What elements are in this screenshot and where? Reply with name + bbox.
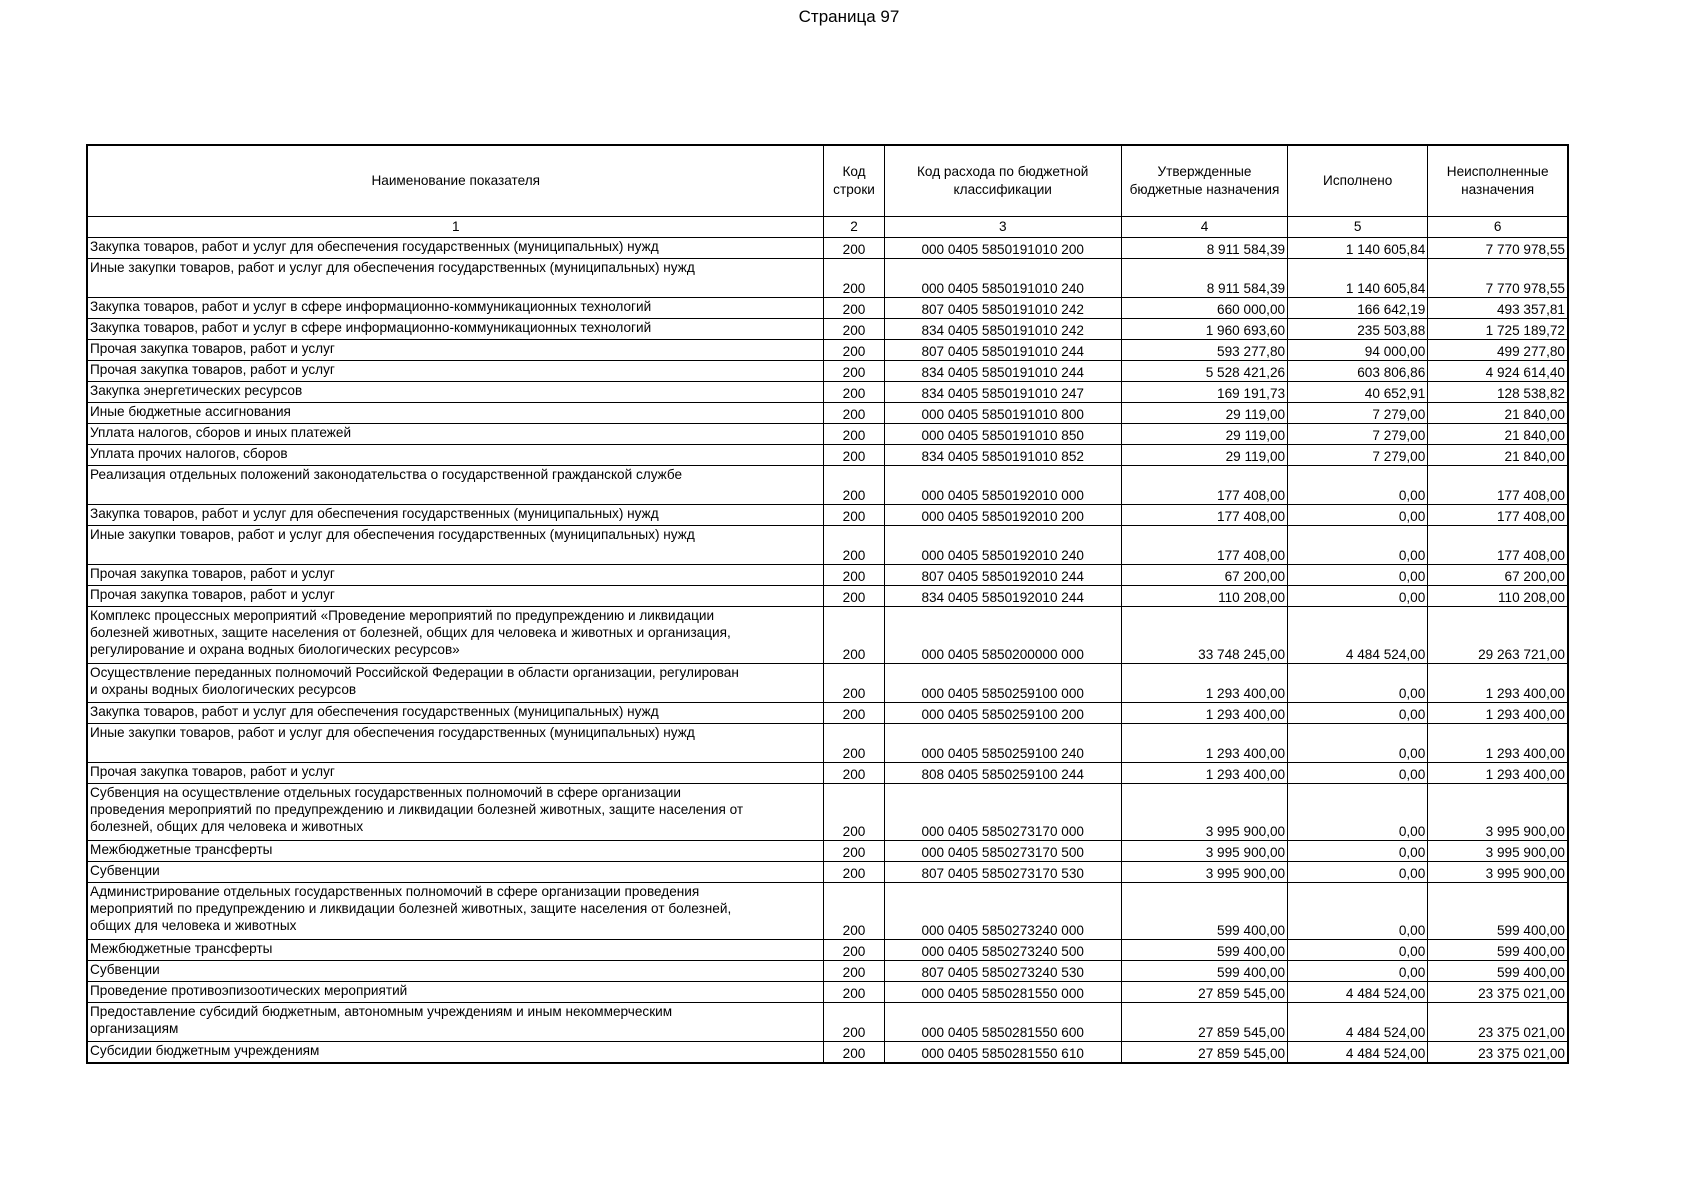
table-row xyxy=(87,1003,1568,1042)
executed-amount-cell: 0,00 xyxy=(1288,841,1428,862)
table-row xyxy=(87,883,1568,940)
expense-code-cell: 000 0405 5850281550 000 xyxy=(884,982,1121,1003)
table-row xyxy=(87,445,1568,466)
table-row xyxy=(87,1042,1568,1064)
table-row xyxy=(87,586,1568,607)
approved-amount-cell: 3 995 900,00 xyxy=(1121,862,1287,883)
executed-amount-cell: 0,00 xyxy=(1288,961,1428,982)
table-row xyxy=(87,526,1568,565)
row-code-cell: 200 xyxy=(824,763,884,784)
budget-expense-table xyxy=(86,144,1569,1064)
row-name-cell: Проведение противоэпизоотических мероприятий xyxy=(87,982,824,1003)
header-indicator-name: Наименование показателя xyxy=(87,145,824,217)
expense-code-cell: 834 0405 5850191010 242 xyxy=(884,319,1121,340)
expense-code-cell: 000 0405 5850273240 500 xyxy=(884,940,1121,961)
approved-amount-cell: 27 859 545,00 xyxy=(1121,1042,1287,1064)
row-name-cell: Закупка товаров, работ и услуг для обеспечения государственных (муниципальных) нужд xyxy=(87,238,824,259)
row-code-cell: 200 xyxy=(824,982,884,1003)
expense-code-cell: 000 0405 5850191010 850 xyxy=(884,424,1121,445)
row-code-cell: 200 xyxy=(824,526,884,565)
expense-code-cell: 000 0405 5850259100 200 xyxy=(884,703,1121,724)
table-row xyxy=(87,940,1568,961)
unexecuted-amount-cell: 177 408,00 xyxy=(1428,526,1568,565)
approved-amount-cell: 599 400,00 xyxy=(1121,883,1287,940)
executed-amount-cell: 0,00 xyxy=(1288,526,1428,565)
row-name-cell: Прочая закупка товаров, работ и услуг xyxy=(87,763,824,784)
approved-amount-cell: 660 000,00 xyxy=(1121,298,1287,319)
executed-amount-cell: 7 279,00 xyxy=(1288,445,1428,466)
executed-amount-cell: 0,00 xyxy=(1288,784,1428,841)
row-code-cell: 200 xyxy=(824,259,884,298)
unexecuted-amount-cell: 599 400,00 xyxy=(1428,961,1568,982)
expense-code-cell: 000 0405 5850281550 600 xyxy=(884,1003,1121,1042)
table-row xyxy=(87,259,1568,298)
row-name-cell: Администрирование отдельных государственных полномочий в сфере организации проведения мероприятий по предупреждению и ликвидации болезней животных, защите населения от болезней, общих для человека и животных xyxy=(87,883,824,940)
unexecuted-amount-cell: 7 770 978,55 xyxy=(1428,259,1568,298)
header-unexecuted: Неисполненные назначения xyxy=(1428,145,1568,217)
unexecuted-amount-cell: 67 200,00 xyxy=(1428,565,1568,586)
unexecuted-amount-cell: 493 357,81 xyxy=(1428,298,1568,319)
unexecuted-amount-cell: 177 408,00 xyxy=(1428,505,1568,526)
table-row xyxy=(87,424,1568,445)
header-approved: Утвержденные бюджетные назначения xyxy=(1121,145,1287,217)
approved-amount-cell: 5 528 421,26 xyxy=(1121,361,1287,382)
row-name-cell: Уплата налогов, сборов и иных платежей xyxy=(87,424,824,445)
unexecuted-amount-cell: 21 840,00 xyxy=(1428,403,1568,424)
row-code-cell: 200 xyxy=(824,466,884,505)
row-code-cell: 200 xyxy=(824,298,884,319)
executed-amount-cell: 0,00 xyxy=(1288,586,1428,607)
approved-amount-cell: 1 293 400,00 xyxy=(1121,724,1287,763)
expense-code-cell: 000 0405 5850191010 200 xyxy=(884,238,1121,259)
row-code-cell: 200 xyxy=(824,607,884,664)
table-row xyxy=(87,382,1568,403)
approved-amount-cell: 593 277,80 xyxy=(1121,340,1287,361)
executed-amount-cell: 7 279,00 xyxy=(1288,403,1428,424)
executed-amount-cell: 0,00 xyxy=(1288,505,1428,526)
row-name-cell: Закупка товаров, работ и услуг для обеспечения государственных (муниципальных) нужд xyxy=(87,703,824,724)
executed-amount-cell: 0,00 xyxy=(1288,862,1428,883)
expense-code-cell: 807 0405 5850191010 244 xyxy=(884,340,1121,361)
table-row xyxy=(87,703,1568,724)
approved-amount-cell: 177 408,00 xyxy=(1121,466,1287,505)
column-number: 3 xyxy=(884,217,1121,238)
executed-amount-cell: 0,00 xyxy=(1288,940,1428,961)
column-number: 6 xyxy=(1428,217,1568,238)
expense-code-cell: 807 0405 5850273240 530 xyxy=(884,961,1121,982)
executed-amount-cell: 4 484 524,00 xyxy=(1288,1042,1428,1064)
row-code-cell: 200 xyxy=(824,319,884,340)
unexecuted-amount-cell: 3 995 900,00 xyxy=(1428,841,1568,862)
row-code-cell: 200 xyxy=(824,445,884,466)
expense-code-cell: 000 0405 5850191010 240 xyxy=(884,259,1121,298)
row-name-cell: Прочая закупка товаров, работ и услуг xyxy=(87,340,824,361)
row-name-cell: Иные бюджетные ассигнования xyxy=(87,403,824,424)
executed-amount-cell: 0,00 xyxy=(1288,724,1428,763)
row-code-cell: 200 xyxy=(824,724,884,763)
table-row xyxy=(87,403,1568,424)
expense-code-cell: 000 0405 5850192010 000 xyxy=(884,466,1121,505)
table-row xyxy=(87,565,1568,586)
table-row xyxy=(87,862,1568,883)
table-row xyxy=(87,607,1568,664)
row-name-cell: Закупка товаров, работ и услуг в сфере информационно-коммуникационных технологий xyxy=(87,319,824,340)
expense-code-cell: 834 0405 5850192010 244 xyxy=(884,586,1121,607)
table-row xyxy=(87,763,1568,784)
row-name-cell: Межбюджетные трансферты xyxy=(87,841,824,862)
expense-code-cell: 000 0405 5850281550 610 xyxy=(884,1042,1121,1064)
row-name-cell: Субсидии бюджетным учреждениям xyxy=(87,1042,824,1064)
row-name-cell: Закупка энергетических ресурсов xyxy=(87,382,824,403)
expense-code-cell: 000 0405 5850191010 800 xyxy=(884,403,1121,424)
table-body xyxy=(87,238,1568,1064)
approved-amount-cell: 177 408,00 xyxy=(1121,526,1287,565)
table-header xyxy=(87,145,1568,238)
approved-amount-cell: 169 191,73 xyxy=(1121,382,1287,403)
unexecuted-amount-cell: 21 840,00 xyxy=(1428,445,1568,466)
unexecuted-amount-cell: 3 995 900,00 xyxy=(1428,862,1568,883)
approved-amount-cell: 1 293 400,00 xyxy=(1121,664,1287,703)
row-code-cell: 200 xyxy=(824,1003,884,1042)
unexecuted-amount-cell: 1 725 189,72 xyxy=(1428,319,1568,340)
unexecuted-amount-cell: 499 277,80 xyxy=(1428,340,1568,361)
approved-amount-cell: 177 408,00 xyxy=(1121,505,1287,526)
unexecuted-amount-cell: 110 208,00 xyxy=(1428,586,1568,607)
page-title: Страница 97 xyxy=(798,7,900,26)
expense-code-cell: 834 0405 5850191010 852 xyxy=(884,445,1121,466)
row-code-cell: 200 xyxy=(824,424,884,445)
approved-amount-cell: 1 293 400,00 xyxy=(1121,703,1287,724)
executed-amount-cell: 235 503,88 xyxy=(1288,319,1428,340)
executed-amount-cell: 0,00 xyxy=(1288,565,1428,586)
row-name-cell: Иные закупки товаров, работ и услуг для обеспечения государственных (муниципальных) нужд xyxy=(87,259,824,298)
executed-amount-cell: 0,00 xyxy=(1288,763,1428,784)
row-name-cell: Субвенции xyxy=(87,862,824,883)
unexecuted-amount-cell: 1 293 400,00 xyxy=(1428,703,1568,724)
expense-code-cell: 000 0405 5850192010 200 xyxy=(884,505,1121,526)
unexecuted-amount-cell: 128 538,82 xyxy=(1428,382,1568,403)
header-row-code: Код строки xyxy=(824,145,884,217)
row-code-cell: 200 xyxy=(824,565,884,586)
row-name-cell: Иные закупки товаров, работ и услуг для обеспечения государственных (муниципальных) нужд xyxy=(87,724,824,763)
row-code-cell: 200 xyxy=(824,505,884,526)
table-row xyxy=(87,784,1568,841)
approved-amount-cell: 3 995 900,00 xyxy=(1121,841,1287,862)
expense-code-cell: 834 0405 5850191010 247 xyxy=(884,382,1121,403)
row-code-cell: 200 xyxy=(824,883,884,940)
table-row xyxy=(87,298,1568,319)
row-name-cell: Закупка товаров, работ и услуг в сфере информационно-коммуникационных технологий xyxy=(87,298,824,319)
unexecuted-amount-cell: 23 375 021,00 xyxy=(1428,1003,1568,1042)
row-name-cell: Реализация отдельных положений законодательства о государственной гражданской службе xyxy=(87,466,824,505)
executed-amount-cell: 94 000,00 xyxy=(1288,340,1428,361)
executed-amount-cell: 0,00 xyxy=(1288,703,1428,724)
row-name-cell: Прочая закупка товаров, работ и услуг xyxy=(87,565,824,586)
row-code-cell: 200 xyxy=(824,862,884,883)
unexecuted-amount-cell: 3 995 900,00 xyxy=(1428,784,1568,841)
row-name-cell: Субвенции xyxy=(87,961,824,982)
executed-amount-cell: 166 642,19 xyxy=(1288,298,1428,319)
table-row xyxy=(87,319,1568,340)
approved-amount-cell: 3 995 900,00 xyxy=(1121,784,1287,841)
executed-amount-cell: 1 140 605,84 xyxy=(1288,259,1428,298)
table-row xyxy=(87,466,1568,505)
executed-amount-cell: 0,00 xyxy=(1288,664,1428,703)
table-row xyxy=(87,664,1568,703)
row-code-cell: 200 xyxy=(824,961,884,982)
expense-code-cell: 000 0405 5850259100 000 xyxy=(884,664,1121,703)
expense-code-cell: 807 0405 5850191010 242 xyxy=(884,298,1121,319)
expense-code-cell: 000 0405 5850200000 000 xyxy=(884,607,1121,664)
row-code-cell: 200 xyxy=(824,586,884,607)
approved-amount-cell: 110 208,00 xyxy=(1121,586,1287,607)
row-name-cell: Уплата прочих налогов, сборов xyxy=(87,445,824,466)
unexecuted-amount-cell: 23 375 021,00 xyxy=(1428,982,1568,1003)
table-row xyxy=(87,982,1568,1003)
approved-amount-cell: 29 119,00 xyxy=(1121,403,1287,424)
approved-amount-cell: 8 911 584,39 xyxy=(1121,238,1287,259)
approved-amount-cell: 8 911 584,39 xyxy=(1121,259,1287,298)
row-name-cell: Субвенция на осуществление отдельных государственных полномочий в сфере организации проведения мероприятий по предупреждению и ликвидации болезней животных, защите населения от болезней, общих для человека и животных xyxy=(87,784,824,841)
unexecuted-amount-cell: 4 924 614,40 xyxy=(1428,361,1568,382)
unexecuted-amount-cell: 1 293 400,00 xyxy=(1428,763,1568,784)
executed-amount-cell: 4 484 524,00 xyxy=(1288,1003,1428,1042)
executed-amount-cell: 0,00 xyxy=(1288,466,1428,505)
approved-amount-cell: 599 400,00 xyxy=(1121,961,1287,982)
row-name-cell: Межбюджетные трансферты xyxy=(87,940,824,961)
column-number: 4 xyxy=(1121,217,1287,238)
unexecuted-amount-cell: 599 400,00 xyxy=(1428,940,1568,961)
unexecuted-amount-cell: 599 400,00 xyxy=(1428,883,1568,940)
table-row xyxy=(87,724,1568,763)
expense-code-cell: 807 0405 5850192010 244 xyxy=(884,565,1121,586)
row-code-cell: 200 xyxy=(824,1042,884,1064)
unexecuted-amount-cell: 23 375 021,00 xyxy=(1428,1042,1568,1064)
header-expense-code: Код расхода по бюджетной классификации xyxy=(884,145,1121,217)
executed-amount-cell: 1 140 605,84 xyxy=(1288,238,1428,259)
approved-amount-cell: 29 119,00 xyxy=(1121,424,1287,445)
unexecuted-amount-cell: 1 293 400,00 xyxy=(1428,724,1568,763)
column-number: 2 xyxy=(824,217,884,238)
table-row xyxy=(87,361,1568,382)
approved-amount-cell: 599 400,00 xyxy=(1121,940,1287,961)
row-name-cell: Закупка товаров, работ и услуг для обеспечения государственных (муниципальных) нужд xyxy=(87,505,824,526)
approved-amount-cell: 1 960 693,60 xyxy=(1121,319,1287,340)
row-name-cell: Комплекс процессных мероприятий «Проведение мероприятий по предупреждению и ликвидации болезней животных, защите населения от болезней, общих для человека и животных и организация, регулирование и охрана водных биологических ресурсов» xyxy=(87,607,824,664)
row-code-cell: 200 xyxy=(824,340,884,361)
unexecuted-amount-cell: 177 408,00 xyxy=(1428,466,1568,505)
row-name-cell: Осуществление переданных полномочий Российской Федерации в области организации, регулирован и охраны водных биологических ресурсов xyxy=(87,664,824,703)
row-name-cell: Прочая закупка товаров, работ и услуг xyxy=(87,586,824,607)
expense-code-cell: 808 0405 5850259100 244 xyxy=(884,763,1121,784)
executed-amount-cell: 0,00 xyxy=(1288,883,1428,940)
executed-amount-cell: 4 484 524,00 xyxy=(1288,982,1428,1003)
row-name-cell: Иные закупки товаров, работ и услуг для обеспечения государственных (муниципальных) нужд xyxy=(87,526,824,565)
unexecuted-amount-cell: 21 840,00 xyxy=(1428,424,1568,445)
row-code-cell: 200 xyxy=(824,784,884,841)
row-code-cell: 200 xyxy=(824,238,884,259)
executed-amount-cell: 4 484 524,00 xyxy=(1288,607,1428,664)
table-row xyxy=(87,340,1568,361)
table-row xyxy=(87,505,1568,526)
approved-amount-cell: 67 200,00 xyxy=(1121,565,1287,586)
unexecuted-amount-cell: 29 263 721,00 xyxy=(1428,607,1568,664)
expense-code-cell: 807 0405 5850273170 530 xyxy=(884,862,1121,883)
approved-amount-cell: 27 859 545,00 xyxy=(1121,982,1287,1003)
row-code-cell: 200 xyxy=(824,361,884,382)
expense-code-cell: 000 0405 5850273170 000 xyxy=(884,784,1121,841)
row-code-cell: 200 xyxy=(824,703,884,724)
executed-amount-cell: 40 652,91 xyxy=(1288,382,1428,403)
row-name-cell: Предоставление субсидий бюджетным, автономным учреждениям и иным некоммерческим организациям xyxy=(87,1003,824,1042)
approved-amount-cell: 33 748 245,00 xyxy=(1121,607,1287,664)
table-row xyxy=(87,961,1568,982)
table-row xyxy=(87,238,1568,259)
expense-code-cell: 000 0405 5850273240 000 xyxy=(884,883,1121,940)
row-code-cell: 200 xyxy=(824,841,884,862)
expense-code-cell: 834 0405 5850191010 244 xyxy=(884,361,1121,382)
expense-code-cell: 000 0405 5850192010 240 xyxy=(884,526,1121,565)
expense-code-cell: 000 0405 5850273170 500 xyxy=(884,841,1121,862)
executed-amount-cell: 603 806,86 xyxy=(1288,361,1428,382)
approved-amount-cell: 27 859 545,00 xyxy=(1121,1003,1287,1042)
unexecuted-amount-cell: 1 293 400,00 xyxy=(1428,664,1568,703)
executed-amount-cell: 7 279,00 xyxy=(1288,424,1428,445)
approved-amount-cell: 29 119,00 xyxy=(1121,445,1287,466)
column-number: 1 xyxy=(87,217,824,238)
row-code-cell: 200 xyxy=(824,940,884,961)
row-name-cell: Прочая закупка товаров, работ и услуг xyxy=(87,361,824,382)
row-code-cell: 200 xyxy=(824,403,884,424)
approved-amount-cell: 1 293 400,00 xyxy=(1121,763,1287,784)
expense-code-cell: 000 0405 5850259100 240 xyxy=(884,724,1121,763)
column-number: 5 xyxy=(1288,217,1428,238)
header-executed: Исполнено xyxy=(1288,145,1428,217)
unexecuted-amount-cell: 7 770 978,55 xyxy=(1428,238,1568,259)
table-row xyxy=(87,841,1568,862)
row-code-cell: 200 xyxy=(824,382,884,403)
row-code-cell: 200 xyxy=(824,664,884,703)
